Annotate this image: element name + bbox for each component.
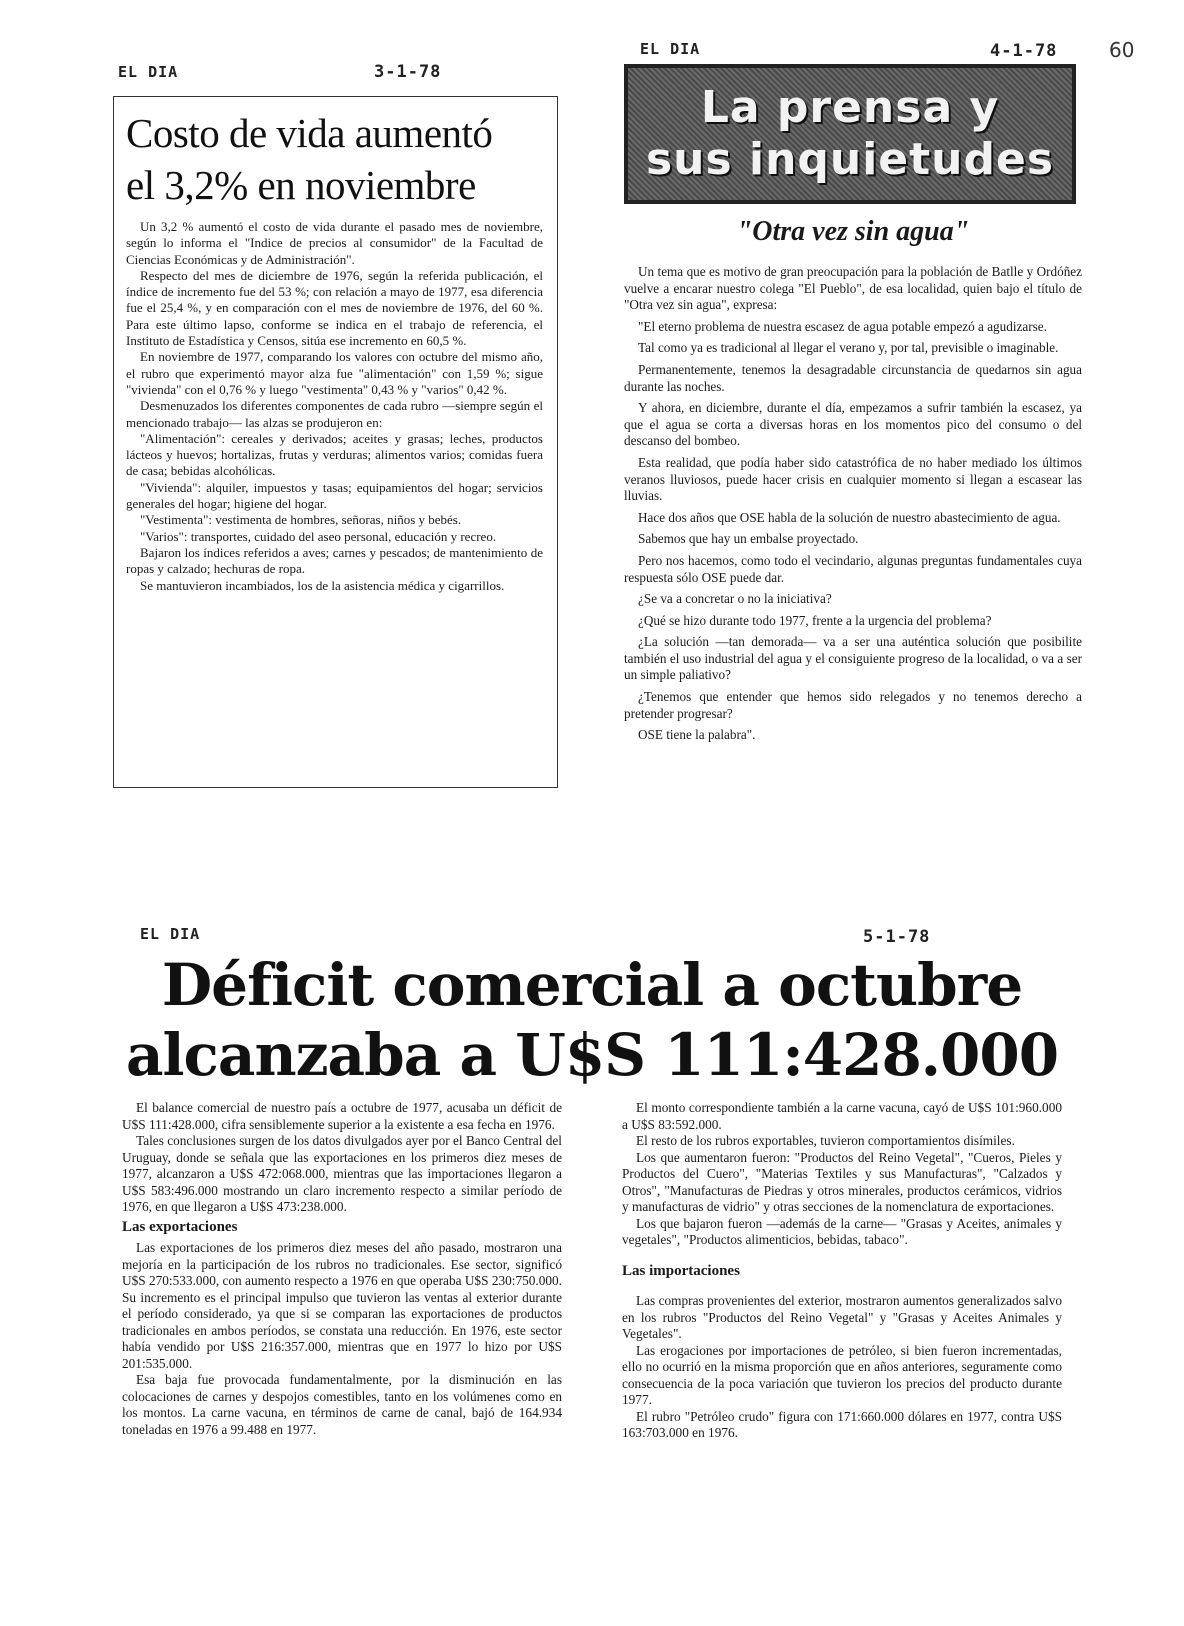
- clip2-paragraph: ¿Tenemos que entender que hemos sido relegados y no tenemos derecho a pretender progresar?: [624, 689, 1082, 721]
- clip2-body: [624, 264, 1082, 744]
- clip1-paragraph: Respecto del mes de diciembre de 1976, según la referida publicación, el índice de incremento fue del 53 %; con relación a mayo de 1977, esa diferencia fue el 25,4 %, y en comparación con el mes de noviembre de 1976, del 60 %. Para este último lapso, conforme se indica en el trabajo de referencia, el Instituto de Estadística y Censos, sitúa ese incremento en 60,5 %.: [126, 267, 543, 349]
- clip3-paragraph: El monto correspondiente también a la carne vacuna, cayó de U$S 101:960.000 a U$S 83:592.000.: [622, 1100, 1062, 1132]
- clip2-banner-line2: sus inquietudes: [645, 134, 1055, 185]
- clip2-paragraph: ¿Qué se hizo durante todo 1977, frente a la urgencia del problema?: [638, 612, 992, 628]
- clip2-paragraph: OSE tiene la palabra".: [638, 727, 756, 743]
- clip3-paragraph: Esa baja fue provocada fundamentalmente, por la disminución en las colocaciones de carnes y despojos comestibles, tanto en los volúmenes como en los montos. La carne vacuna, en términos de carne de canal, bajó de 164.934 toneladas en 1976 a 99.488 en 1977.: [122, 1372, 562, 1437]
- clip3-paragraph: El balance comercial de nuestro país a octubre de 1977, acusaba un déficit de U$S 111:428.000, cifra sensiblemente superior a la existente a esa fecha en 1976.: [122, 1100, 562, 1132]
- clip3-paragraph: El rubro "Petróleo crudo" figura con 171:660.000 dólares en 1977, contra U$S 163:703.000 en 1976.: [622, 1408, 1062, 1440]
- clip1-headline-line2: el 3,2% en noviembre: [126, 162, 476, 208]
- clip3-source-mark: EL DIA: [140, 925, 201, 943]
- clip2-banner-line1: La prensa y: [700, 82, 1000, 133]
- clip2-paragraph: Un tema que es motivo de gran preocupación para la población de Batlle y Ordóñez vuelve a encarar nuestro colega "El Pueblo", de esa localidad, quien bajo el título de "Otra vez sin agua", expresa:: [624, 264, 1082, 313]
- clip2-source-mark: EL DIA: [640, 40, 701, 58]
- clip2-paragraph: Hace dos años que OSE habla de la solución de nuestro abastecimiento de agua.: [638, 509, 1061, 525]
- page-number: 60: [1109, 38, 1135, 62]
- clip2-banner: [624, 64, 1076, 204]
- clipping-trade-deficit: [122, 950, 1062, 1520]
- clip2-paragraph: Permanentemente, tenemos la desagradable circunstancia de quedarnos sin agua durante las noches.: [624, 361, 1082, 394]
- clip2-paragraph: Sabemos que hay un embalse proyectado.: [638, 531, 859, 547]
- clip1-paragraph: Un 3,2 % aumentó el costo de vida durante el pasado mes de noviembre, según lo informa el "Indice de precios al consumidor" de la Facultad de Ciencias Económicas y de Administración".: [126, 219, 543, 267]
- clip3-section-heading: Las exportaciones: [122, 1218, 238, 1235]
- clip3-section-heading: Las importaciones: [622, 1262, 740, 1279]
- clip2-paragraph: "El eterno problema de nuestra escasez de agua potable empezó a agudizarse.: [638, 318, 1047, 334]
- clip1-paragraph: Se mantuvieron incambiados, los de la asistencia médica y cigarrillos.: [140, 577, 505, 593]
- clip2-paragraph: ¿La solución —tan demorada— va a ser una auténtica solución que posibilite también el uso industrial del agua y el consiguiente progreso de la localidad, o va a ser un simple paliativo?: [624, 634, 1082, 683]
- clip1-body: [126, 219, 543, 594]
- clip1-paragraph: Bajaron los índices referidos a aves; carnes y pescados; de mantenimiento de ropas y calzado; hechuras de ropa.: [126, 544, 543, 577]
- clip3-right-column: [622, 1100, 1062, 1442]
- clip3-columns: [122, 1100, 1062, 1442]
- clip3-paragraph: Tales conclusiones surgen de los datos divulgados ayer por el Banco Central del Uruguay, donde se señala que las exportaciones en los primeros diez meses de 1977, alcanzaron a U$S 472:068.000, mientras que las importaciones llegaron a U$S 583:496.000 mostrando un claro incremento respecto a similar período de 1976, en que llegaron a U$S 473:238.000.: [122, 1133, 562, 1214]
- clip2-paragraph: Tal como ya es tradicional al llegar el verano y, por tal, previsible o imaginable.: [638, 340, 1059, 356]
- clip1-headline: [126, 107, 543, 211]
- clip3-left-column: [122, 1100, 562, 1442]
- clip3-paragraph: Las erogaciones por importaciones de petróleo, si bien fueron incrementadas, ello no ocurrió en la misma proporción que en años anteriores, seguramente como consecuencia de la poca variación que tuvieron los precios del producto durante 1977.: [622, 1342, 1062, 1407]
- clip3-paragraph: El resto de los rubros exportables, tuvieron comportamientos disímiles.: [636, 1133, 1015, 1148]
- clip3-date-mark: 5-1-78: [863, 927, 931, 947]
- clip3-paragraph: Las compras provenientes del exterior, mostraron aumentos generalizados salvo en los rubros "Productos del Reino Vegetal" y "Grasas y Aceites Animales y Vegetales".: [622, 1293, 1062, 1341]
- clip1-paragraph: Desmenuzados los diferentes componentes de cada rubro —siempre según el mencionado trabajo— las alzas se produjeron en:: [126, 398, 543, 430]
- clip1-paragraph: "Vestimenta": vestimenta de hombres, señoras, niños y bebés.: [140, 512, 462, 528]
- clip1-headline-line1: Costo de vida aumentó: [126, 110, 493, 156]
- clip2-subhead: "Otra vez sin agua": [736, 216, 970, 247]
- clip1-paragraph: "Alimentación": cereales y derivados; aceites y grasas; leches, productos lácteos y huevos; hortalizas, frutas y verduras; alimentos varios; comidas fuera de casa; bebidas alcohólicas.: [126, 430, 543, 479]
- clip2-paragraph: Pero nos hacemos, como todo el vecindario, algunas preguntas fundamentales cuya respuesta sólo OSE puede dar.: [624, 552, 1082, 585]
- clip3-headline-line2: alcanzaba a U$S 111:428.000: [125, 1021, 1059, 1089]
- clip1-paragraph: "Vivienda": alquiler, impuestos y tasas; equipamientos del hogar; servicios generales del hogar; higiene del hogar.: [126, 479, 543, 512]
- clip3-headline: [122, 950, 1062, 1090]
- clip3-headline-line1: Déficit comercial a octubre: [161, 951, 1023, 1019]
- clip1-source-mark: EL DIA: [118, 63, 179, 81]
- clip1-date-mark: 3-1-78: [374, 62, 442, 82]
- clip2-paragraph: Y ahora, en diciembre, durante el día, empezamos a sufrir también la escasez, ya que el agua se corta a diversas horas en los momentos pico del consumo o del descanso del bombeo.: [624, 400, 1082, 449]
- clip2-paragraph: ¿Se va a concretar o no la iniciativa?: [638, 591, 832, 607]
- clip1-paragraph: En noviembre de 1977, comparando los valores con octubre del mismo año, el rubro que experimentó mayor alza fue "alimentación" con 1,59 %; sigue "vivienda" con el 0,76 % y luego "vestimenta" 0,43 % y "varios" 0,42 %.: [126, 349, 543, 397]
- clipping-cost-of-living: [113, 96, 558, 788]
- clip3-paragraph: Las exportaciones de los primeros diez meses del año pasado, mostraron una mejoría en la participación de los rubros no tradicionales. Ese sector, significó U$S 270:533.000, con aumento respecto a 1976 en que operaba U$S 230:750.000. Su incremento es el principal impulso que tuvieron las ventas al exterior durante el período considerado, ya que si se comparan las exportaciones de productos tradicionales en ambos períodos, se constata una reducción. En 1976, este sector había vendido por U$S 216:357.000, mientras que en 1977 lo hizo por U$S 201:535.000.: [122, 1240, 562, 1371]
- clip2-date-mark: 4-1-78: [990, 41, 1058, 61]
- clip1-paragraph: "Varios": transportes, cuidado del aseo personal, educación y recreo.: [140, 528, 497, 544]
- clip2-paragraph: Esta realidad, que podía haber sido catastrófica de no haber mediado los últimos veranos lluviosos, puede hacer crisis en cualquier momento si llegan a escasear las lluvias.: [624, 454, 1082, 504]
- clip3-paragraph: Los que bajaron fueron —además de la carne— "Grasas y Aceites, animales y vegetales", "Productos alimenticios, bebidas, tabaco".: [622, 1215, 1062, 1247]
- clipping-press-concerns: [624, 64, 1082, 894]
- clip3-paragraph: Los que aumentaron fueron: "Productos del Reino Vegetal", "Cueros, Pieles y Productos del Cuero", "Materias Textiles y sus Manufacturas", "Calzados y Otros", "Manufacturas de Piedras y otros minerales, productos cerámicos, vidrios y manufacturas de vidrio" y otras secciones de la nomenclatura de exportaciones.: [622, 1149, 1062, 1214]
